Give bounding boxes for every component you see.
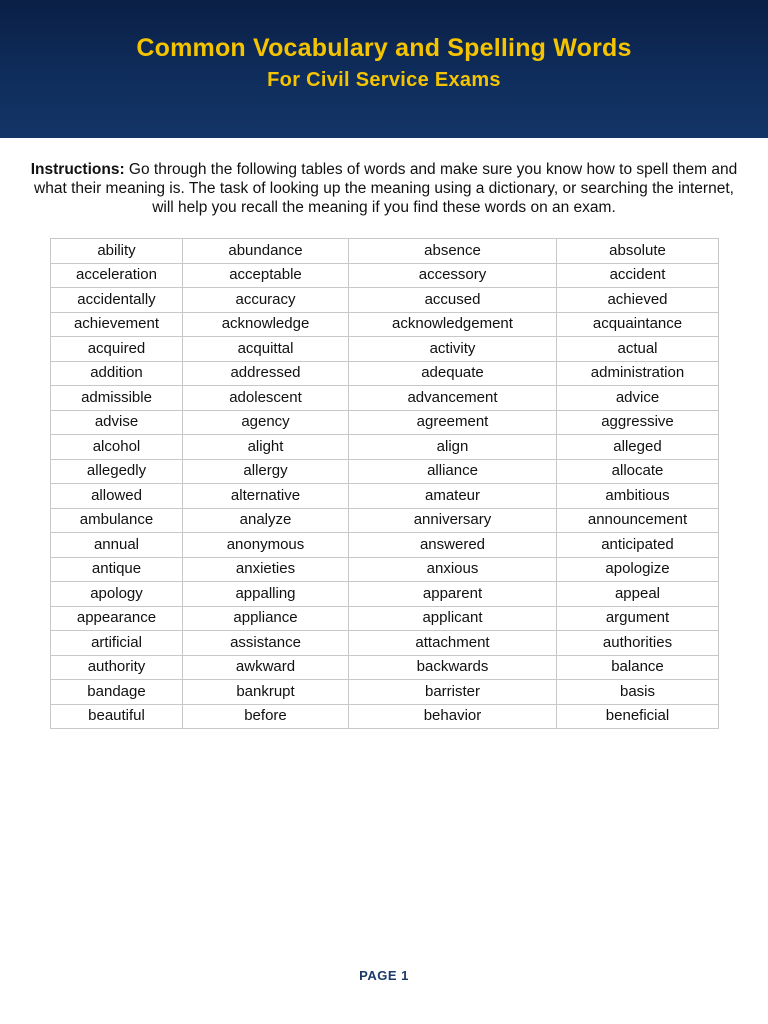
word-cell: appeal: [557, 582, 719, 607]
word-cell: addressed: [183, 361, 349, 386]
vocabulary-table-body: [51, 239, 719, 729]
table-row: [51, 459, 719, 484]
word-cell: anonymous: [183, 533, 349, 558]
word-cell: advancement: [349, 386, 557, 411]
table-row: [51, 263, 719, 288]
word-cell: appearance: [51, 606, 183, 631]
word-cell: answered: [349, 533, 557, 558]
table-row: [51, 533, 719, 558]
table-row: [51, 582, 719, 607]
word-cell: apparent: [349, 582, 557, 607]
word-cell: allergy: [183, 459, 349, 484]
word-cell: accuracy: [183, 288, 349, 313]
word-cell: applicant: [349, 606, 557, 631]
table-row: [51, 606, 719, 631]
document-title: Common Vocabulary and Spelling Words: [136, 34, 632, 62]
word-cell: align: [349, 435, 557, 460]
word-cell: balance: [557, 655, 719, 680]
table-row: [51, 435, 719, 460]
table-row: [51, 410, 719, 435]
vocabulary-table: [50, 238, 719, 729]
word-cell: ability: [51, 239, 183, 264]
word-cell: abundance: [183, 239, 349, 264]
word-cell: admissible: [51, 386, 183, 411]
table-row: [51, 312, 719, 337]
word-cell: administration: [557, 361, 719, 386]
word-cell: accidentally: [51, 288, 183, 313]
word-cell: basis: [557, 680, 719, 705]
word-cell: appalling: [183, 582, 349, 607]
word-cell: ambitious: [557, 484, 719, 509]
table-row: [51, 557, 719, 582]
word-cell: alliance: [349, 459, 557, 484]
word-cell: authority: [51, 655, 183, 680]
word-cell: adolescent: [183, 386, 349, 411]
word-cell: agreement: [349, 410, 557, 435]
word-cell: analyze: [183, 508, 349, 533]
table-row: [51, 655, 719, 680]
word-cell: acceptable: [183, 263, 349, 288]
word-cell: adequate: [349, 361, 557, 386]
word-cell: accused: [349, 288, 557, 313]
word-cell: attachment: [349, 631, 557, 656]
word-cell: acquired: [51, 337, 183, 362]
word-cell: anxieties: [183, 557, 349, 582]
word-cell: agency: [183, 410, 349, 435]
word-cell: accident: [557, 263, 719, 288]
word-cell: acknowledge: [183, 312, 349, 337]
word-cell: backwards: [349, 655, 557, 680]
word-cell: allocate: [557, 459, 719, 484]
word-cell: advice: [557, 386, 719, 411]
word-cell: anniversary: [349, 508, 557, 533]
document-subtitle: For Civil Service Exams: [267, 69, 501, 91]
word-cell: absolute: [557, 239, 719, 264]
word-cell: accessory: [349, 263, 557, 288]
word-cell: allowed: [51, 484, 183, 509]
word-cell: antique: [51, 557, 183, 582]
table-row: [51, 337, 719, 362]
word-cell: actual: [557, 337, 719, 362]
word-cell: allegedly: [51, 459, 183, 484]
word-cell: acceleration: [51, 263, 183, 288]
word-cell: beautiful: [51, 704, 183, 729]
word-cell: advise: [51, 410, 183, 435]
word-cell: acknowledgement: [349, 312, 557, 337]
word-cell: acquittal: [183, 337, 349, 362]
word-cell: announcement: [557, 508, 719, 533]
word-cell: authorities: [557, 631, 719, 656]
word-cell: aggressive: [557, 410, 719, 435]
word-cell: acquaintance: [557, 312, 719, 337]
word-cell: beneficial: [557, 704, 719, 729]
word-cell: barrister: [349, 680, 557, 705]
table-row: [51, 484, 719, 509]
word-cell: awkward: [183, 655, 349, 680]
table-row: [51, 704, 719, 729]
word-cell: alleged: [557, 435, 719, 460]
word-cell: bandage: [51, 680, 183, 705]
word-cell: absence: [349, 239, 557, 264]
word-cell: argument: [557, 606, 719, 631]
table-row: [51, 361, 719, 386]
word-cell: apology: [51, 582, 183, 607]
instructions-lead: Instructions:: [30, 161, 125, 178]
word-cell: alcohol: [51, 435, 183, 460]
header-banner: [0, 0, 768, 138]
word-cell: ambulance: [51, 508, 183, 533]
instructions-text: Go through the following tables of words and make sure you know how to spell them and what their meaning is. The task of looking up the meaning using a dictionary, or searching the internet, will help you recall the meaning if you find these words on an exam.: [34, 161, 738, 216]
word-cell: artificial: [51, 631, 183, 656]
table-row: [51, 239, 719, 264]
word-cell: behavior: [349, 704, 557, 729]
word-cell: addition: [51, 361, 183, 386]
word-cell: bankrupt: [183, 680, 349, 705]
word-cell: assistance: [183, 631, 349, 656]
word-cell: annual: [51, 533, 183, 558]
table-row: [51, 386, 719, 411]
instructions-paragraph: [22, 160, 746, 217]
word-cell: alternative: [183, 484, 349, 509]
table-row: [51, 508, 719, 533]
word-cell: activity: [349, 337, 557, 362]
table-row: [51, 288, 719, 313]
table-row: [51, 631, 719, 656]
word-cell: appliance: [183, 606, 349, 631]
word-cell: achievement: [51, 312, 183, 337]
table-row: [51, 680, 719, 705]
word-cell: anxious: [349, 557, 557, 582]
word-cell: apologize: [557, 557, 719, 582]
word-cell: amateur: [349, 484, 557, 509]
word-cell: achieved: [557, 288, 719, 313]
word-cell: alight: [183, 435, 349, 460]
word-cell: before: [183, 704, 349, 729]
word-cell: anticipated: [557, 533, 719, 558]
page-number: PAGE 1: [359, 968, 409, 983]
